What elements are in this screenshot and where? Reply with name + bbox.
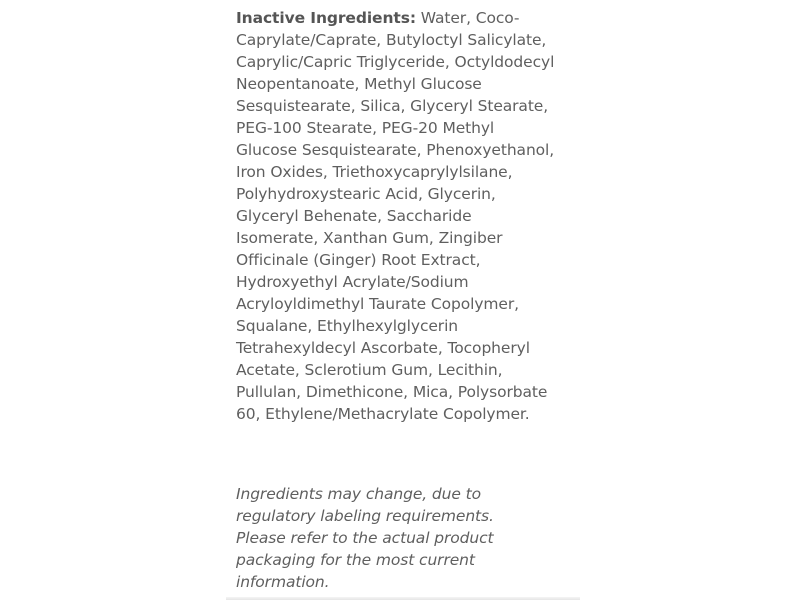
inactive-ingredients-paragraph bbox=[236, 7, 556, 425]
ingredients-disclaimer: Ingredients may change, due to regulatory labeling requirements. Please refer to the actual product packaging for the most current information. bbox=[236, 485, 494, 591]
inactive-ingredients-heading: Inactive Ingredients: bbox=[236, 9, 416, 27]
inactive-ingredients-list: Water, Coco-Caprylate/Caprate, Butyloctyl Salicylate, Caprylic/Capric Triglyceride, Octyldodecyl Neopentanoate, Methyl Glucose Sesquistearate, Silica, Glyceryl Stearate, PEG-100 Stearate, PEG-20 Methyl Glucose Sesquistearate, Phenoxyethanol, Iron Oxides, Triethoxycaprylylsilane, Polyhydroxystearic Acid, Glycerin, Glyceryl Behenate, Saccharide Isomerate, Xanthan Gum, Zingiber Officinale (Ginger) Root Extract, Hydroxyethyl Acrylate/Sodium Acryloyldimethyl Taurate Copolymer, Squalane, Ethylhexylglycerin Tetrahexyldecyl Ascorbate, Tocopheryl Acetate, Sclerotium Gum, Lecithin, Pullulan, Dimethicone, Mica, Polysorbate 60, Ethylene/Methacrylate Copolymer. bbox=[236, 9, 555, 423]
ingredients-section bbox=[236, 7, 556, 591]
